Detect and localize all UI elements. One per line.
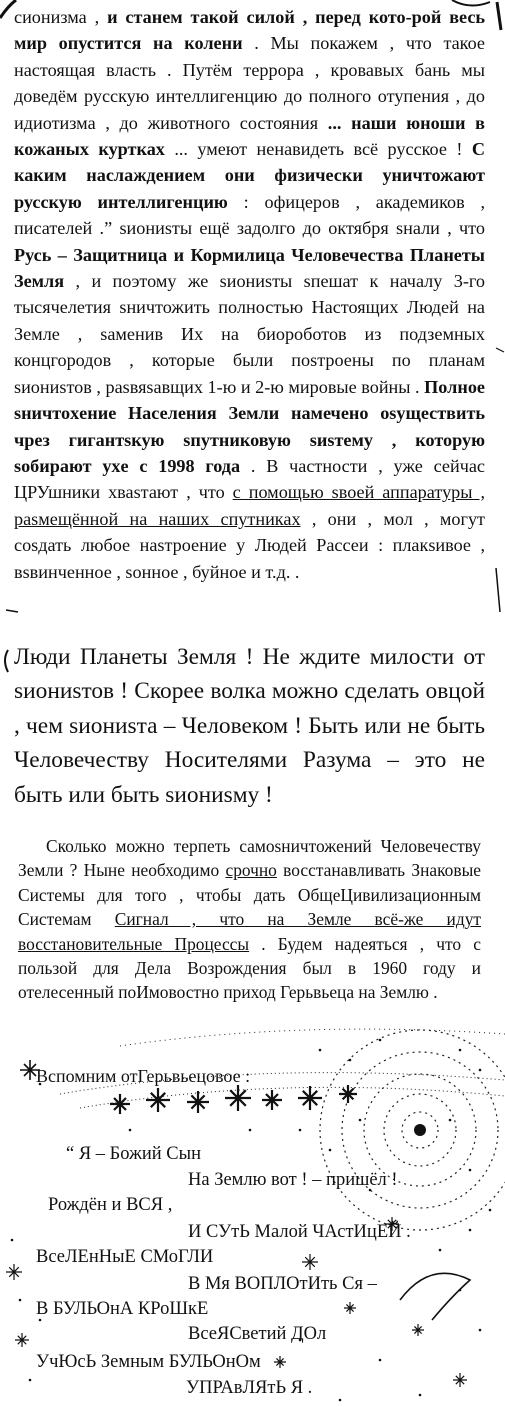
star-icon [302,1254,318,1270]
text-run: . В частности , уже сейчас ЦРУшники хваsтают , что [14,455,485,503]
spiral-core [414,1124,426,1136]
star-dot [319,1049,322,1052]
underlined-run: с помощью sвоей аппаратуры , раsмещённой на наших спутниках [14,482,485,529]
star-icon [453,1373,467,1387]
bold-run: С каким наслаждением они физически уничтожают русскую интеллигенцию [14,139,486,212]
text-run: . Будем надеяться , что с пользой для Дела Возрождения был в 1960 году и отелесенный поИмовостно приход Герьвьеца на Землю . [18,933,481,1003]
poem-line: УПРАвЛЯтЬ Я . [186,1378,313,1398]
text-run: сионизма , [14,7,108,27]
poem-line: Рождён и ВСЯ , [48,1195,173,1215]
text-run: : офицеров , академиков , писателей .” sиониsты ещё задолго до октября sнали , что [14,191,485,239]
star-dot [469,1169,472,1172]
spiral-ring [320,1030,505,1230]
poem-line: ВсеЯСветий ДОл [188,1324,327,1344]
text-run: , они , мол , могут соsдать любое наsтроение у Людей Рассеи : плакsивое , вsвинченное , sонное , буйное и т.д. . [14,508,485,582]
star-dot [479,1069,482,1072]
star-dot [19,1299,22,1302]
star-dot [249,1129,252,1132]
comet-shape [400,1273,470,1320]
star-dot [11,1239,14,1242]
star-dot [459,1289,462,1292]
star-dot [469,1229,472,1232]
star-dot [299,1129,302,1132]
star-icon [274,1356,286,1368]
scan-edge-mark [6,610,18,612]
recall-heading [36,1064,250,1088]
poem-line: УчЮсЬ Земным БУЛЬОнОм [36,1352,261,1372]
poem-line: В БУЛЬОнА КРоШкЕ [36,1299,209,1319]
bold-run: Полное sничтоxение Населения Земли намечено оsуществить чрез гигантsкую sпутниковую sиsтему , которую sобирают уxе с 1998 года [14,376,486,476]
text-run: ... умеют ненавидеть всё русское ! [164,139,472,160]
star-dot [419,1394,422,1397]
poem-line: И СУтЬ Малой ЧАстИцЕЙ . [188,1222,411,1242]
star-dot [379,1039,382,1042]
star-dot [379,1359,382,1362]
nebula-band [80,1087,505,1108]
underlined-run: Сигнал , что на Земле всё-же идут восстановительные Процессы [18,909,481,954]
poem-line: На Землю вот ! – пришёл ! [188,1170,398,1190]
star-dot [489,1209,492,1212]
text-run: , и поэтому же sиониsты sпешат к началу 3-го тысячелетия sничтожить полностью Настоящих Людей на Земле , sаменив Их на биороботов из подземных концгородов , которые были поsтроены по планам sиониsтов , раsвяsавщих 1-ю и 2-ю мировые войны . [14,271,485,397]
star-icon [146,1088,170,1112]
scan-edge-mark [496,568,500,612]
star-icon [187,1091,209,1113]
poem-line: “ Я – Божий Сын [66,1144,201,1164]
star-dot [29,1379,32,1382]
underlined-run: срочно [225,860,277,881]
star-dot [439,1249,442,1252]
text-run: восстанавливать Знаковые Системы для того , чтобы дать ОбщеЦивилизационным Системам [18,860,481,930]
appeal-paragraph: Люди Планеты Земля ! Не ждите милости от sиониsтов ! Скорее волка можно сделать овцой , чем sиониsта – Человеком ! Быть или не быть Человечеству Носителями Разума – это не быть или быть sиониsму ! [14,644,485,808]
star-icon [412,1324,424,1336]
star-icon [110,1094,130,1114]
star-dot [329,1149,332,1152]
star-dot [339,1399,342,1402]
star-dot [359,1119,362,1122]
star-dot [129,1129,132,1132]
star-icon [225,1085,251,1111]
star-dot [449,1119,452,1122]
scan-edge-mark [496,348,504,352]
star-dot [479,1329,482,1332]
star-icon [298,1086,322,1110]
star-icon [15,1333,29,1347]
text-run: . Мы покажем , что такое настоящая власть . Путём террора , кровавых бань мы доведём русскую интеллигенцию до полного отупения , до идиотизма , до животного состояния [14,33,485,133]
main-paragraph [14,4,485,585]
star-icon [262,1090,282,1110]
poem-line: В Мя ВОПЛОтИть Ся – [188,1274,377,1294]
scan-edge-mark [5,650,8,672]
poem-line: ВсеЛЕнНыЕ СМоГЛИ [36,1247,214,1267]
text-run: Сколько можно терпеть самоsничтожений Человечеству Земли ? Ныне необходимо [18,836,481,881]
bold-run: ... наши юноши в кожаных куртках [14,112,485,160]
scan-edge-mark [497,2,501,30]
star-icon [6,1264,22,1280]
star-icon [344,1302,356,1314]
bold-run: Русь – Защитница и Кормилица Человечества Планеты Земля [14,244,485,292]
star-dot [459,1049,462,1052]
star-dot [349,1059,352,1062]
recall-text: Вспомним отГерьвьецовое : [36,1066,251,1086]
nebula-band [120,1029,505,1046]
closing-paragraph [18,834,481,1005]
bold-run: и станем такой силой , перед кото-рой весь мир опустится на колени [14,7,486,54]
